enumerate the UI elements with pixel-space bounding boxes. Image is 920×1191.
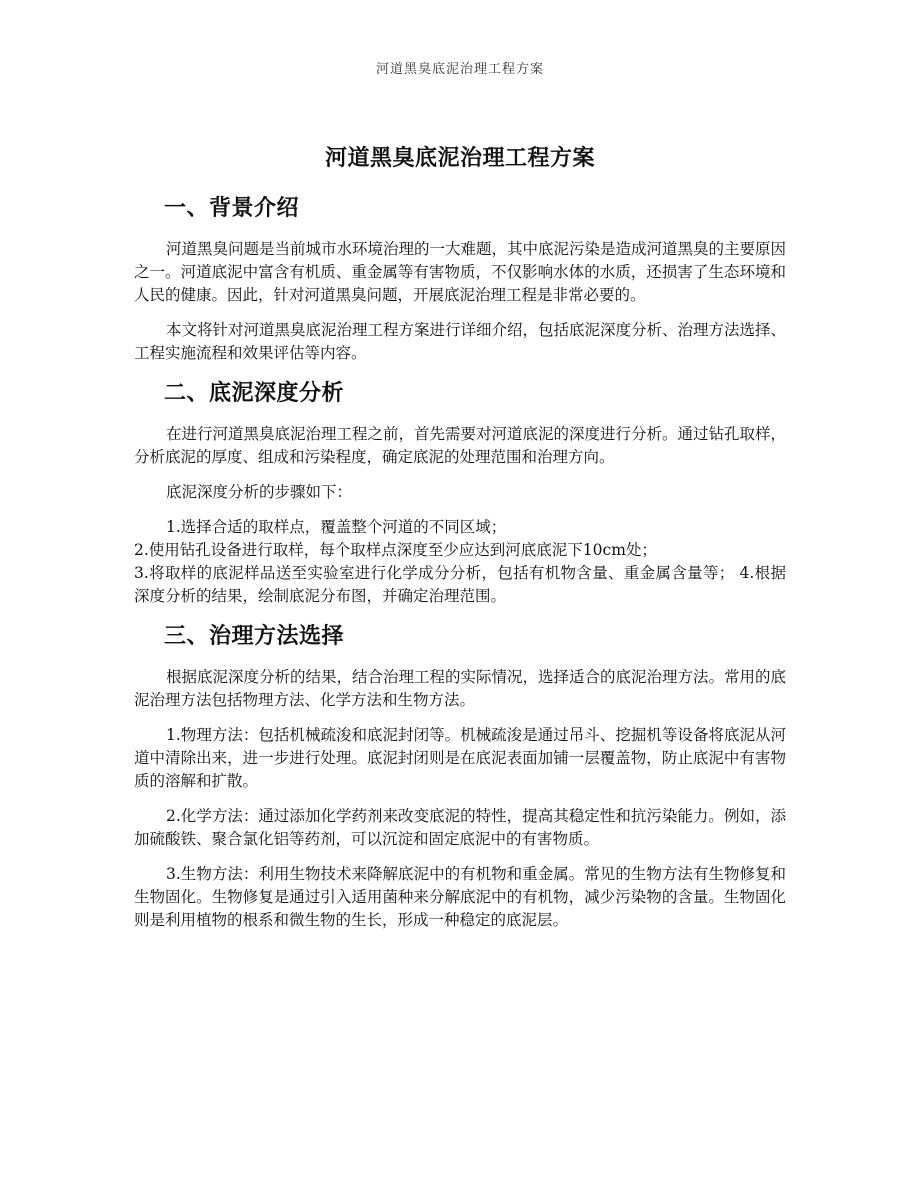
paragraph: 河道黑臭问题是当前城市水环境治理的一大难题，其中底泥污染是造成河道黑臭的主要原因之一。河道底泥中富含有机质、重金属等有害物质，不仅影响水体的水质，还损害了生态环境和人民的健康。因此，针对河道黑臭问题，开展底泥治理工程是非常必要的。 — [134, 240, 787, 304]
section-heading: 一、背景介绍 — [164, 195, 300, 221]
paragraph: 本文将针对河道黑臭底泥治理工程方案进行详细介绍，包括底泥深度分析、治理方法选择、工程实施流程和效果评估等内容。 — [134, 321, 787, 362]
list-item: 2.使用钻孔设备进行取样，每个取样点深度至少应达到河底底泥下10cm处； — [134, 541, 657, 559]
document-body — [134, 140, 786, 944]
paragraph: 1.物理方法：包括机械疏浚和底泥封闭等。机械疏浚是通过吊斗、挖掘机等设备将底泥从河道中清除出来，进一步进行处理。底泥封闭则是在底泥表面加铺一层覆盖物，防止底泥中有害物质的溶解和扩散。 — [134, 726, 786, 790]
paragraph: 2.化学方法：通过添加化学药剂来改变底泥的特性，提高其稳定性和抗污染能力。例如，添加硫酸铁、聚合氯化铝等药剂，可以沉淀和固定底泥中的有害物质。 — [134, 807, 786, 848]
paragraph: 3.生物方法：利用生物技术来降解底泥中的有机物和重金属。常见的生物方法有生物修复和生物固化。生物修复是通过引入适用菌种来分解底泥中的有机物，减少污染物的含量。生物固化则是利用植物的根系和微生物的生长，形成一种稳定的底泥层。 — [134, 865, 786, 929]
section-sediment-depth-analysis — [134, 377, 786, 608]
running-header: 河道黑臭底泥治理工程方案 — [375, 62, 544, 77]
paragraph: 根据底泥深度分析的结果，结合治理工程的实际情况，选择适合的底泥治理方法。常用的底泥治理方法包括物理方法、化学方法和生物方法。 — [134, 668, 787, 709]
section-heading: 二、底泥深度分析 — [164, 380, 345, 406]
section-background — [134, 192, 786, 365]
paragraph: 底泥深度分析的步骤如下： — [166, 483, 353, 501]
list-item: 1.选择合适的取样点，覆盖整个河道的不同区域； — [166, 518, 507, 536]
document-title: 河道黑臭底泥治理工程方案 — [324, 145, 595, 171]
section-heading: 三、治理方法选择 — [164, 623, 345, 649]
paragraph: 在进行河道黑臭底泥治理工程之前，首先需要对河道底泥的深度进行分析。通过钻孔取样，分析底泥的厚度、组成和污染程度，确定底泥的处理范围和治理方向。 — [134, 425, 787, 466]
list-item: 3.将取样的底泥样品送至实验室进行化学成分分析，包括有机物含量、重金属含量等； 4.根据深度分析的结果，绘制底泥分布图，并确定治理范围。 — [134, 564, 786, 605]
section-method-selection — [134, 620, 786, 932]
step-list — [134, 516, 786, 608]
